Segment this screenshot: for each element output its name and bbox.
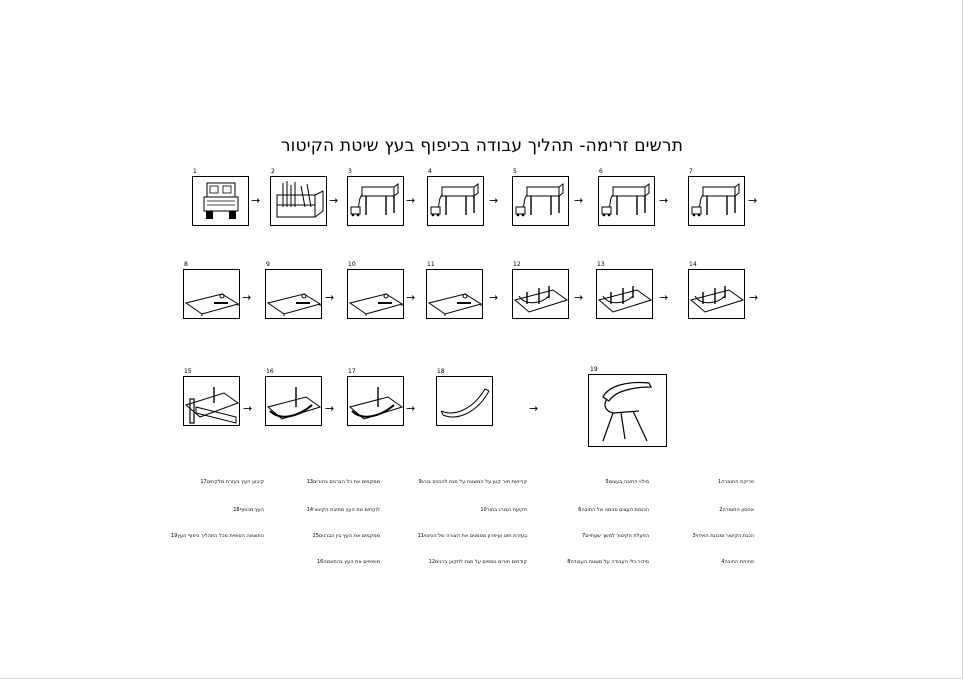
legend-text: הכנת הקיטור ומכונת האידוי (695, 533, 754, 539)
legend-text: מילוי התיבה בעצים (608, 479, 649, 485)
step-number: 14 (689, 261, 697, 268)
legend-number: 10 (480, 507, 487, 513)
step-19 (588, 374, 667, 447)
legend-item-17 (194, 479, 264, 485)
legend-number: 5 (605, 479, 609, 485)
legend-number: 13 (306, 479, 314, 485)
step-number: 6 (599, 168, 603, 175)
legend-text: מוסיפים את העץ בהתאמה (323, 559, 380, 565)
step-2 (270, 176, 327, 226)
legend-item-4 (715, 559, 754, 565)
step-7 (688, 176, 745, 226)
arrow-right-icon: → (574, 194, 584, 207)
legend-number: 2 (719, 507, 723, 513)
arrow-right-icon: → (659, 194, 669, 207)
legend-number: 15 (312, 533, 319, 539)
legend-item-11 (412, 533, 527, 539)
legend-number: 3 (692, 533, 696, 539)
step-number: 2 (271, 168, 275, 175)
step-number: 16 (266, 368, 274, 375)
step-number: 18 (437, 368, 445, 375)
legend-text: ממקמים את העץ בין הברגים (318, 533, 380, 539)
board-icon (266, 270, 321, 318)
step-number: 17 (348, 368, 356, 375)
curved-wood-icon (266, 377, 321, 425)
arrow-right-icon: → (489, 194, 499, 207)
clamp-icon (184, 377, 239, 425)
step-16 (265, 376, 322, 426)
step-number: 8 (184, 261, 188, 268)
legend-item-13 (301, 479, 380, 485)
arrow-right-icon: → (574, 291, 584, 304)
legend-text: הפעלת הקיטור למשך שעתיים (585, 533, 649, 539)
step-number: 7 (689, 168, 693, 175)
legend-text: פתיחת התיבה (724, 559, 754, 565)
steam-box-icon (513, 177, 568, 225)
board-icon (427, 270, 482, 318)
chair-icon (589, 375, 666, 446)
legend-item-15 (307, 533, 380, 539)
step-11 (426, 269, 483, 319)
legend-text: תקיעת הבורג בחור (486, 507, 527, 513)
arrow-right-icon: → (243, 402, 253, 415)
step-13 (596, 269, 653, 319)
step-1 (192, 176, 249, 226)
legend-number: 9 (418, 479, 422, 485)
legend-item-2 (713, 507, 754, 513)
step-number: 10 (348, 261, 356, 268)
legend-item-10 (474, 507, 527, 513)
legend-item-16 (311, 559, 380, 565)
step-9 (265, 269, 322, 319)
page-title: תרשים זרימה- תהליך עבודה בכיפוף בעץ שיטת הקיטור (280, 136, 684, 156)
legend-number: 16 (317, 559, 324, 565)
steam-box-icon (689, 177, 744, 225)
step-number: 4 (428, 168, 432, 175)
legend-number: 8 (567, 559, 571, 565)
legend-text: פריקת החומרה (721, 479, 754, 485)
step-number: 19 (590, 366, 598, 373)
legend-item-8 (561, 559, 649, 565)
step-10 (347, 269, 404, 319)
legend-number: 1 (717, 479, 722, 485)
bending-form-icon (597, 270, 652, 318)
legend-text: העץ מכופף (239, 507, 264, 513)
step-8 (183, 269, 240, 319)
legend-item-7 (576, 533, 649, 539)
legend-text: לוקחים את העץ מתיבת הקיטור (313, 507, 380, 513)
curved-wood-icon (348, 377, 403, 425)
arrow-right-icon: → (406, 194, 416, 207)
legend-item-3 (686, 533, 754, 539)
legend-number: 11 (417, 533, 424, 539)
step-6 (598, 176, 655, 226)
board-icon (184, 270, 239, 318)
legend-item-6 (572, 507, 649, 513)
step-number: 15 (184, 368, 192, 375)
step-14 (688, 269, 745, 319)
arrow-right-icon: → (748, 194, 758, 207)
arrow-right-icon: → (329, 194, 339, 207)
steam-box-icon (599, 177, 654, 225)
step-number: 3 (348, 168, 352, 175)
step-number: 1 (193, 168, 197, 175)
arrow-right-icon: → (489, 291, 499, 304)
step-15 (183, 376, 240, 426)
legend-item-12 (423, 559, 527, 565)
legend-number: 12 (428, 559, 436, 565)
legend-number: 4 (721, 559, 725, 565)
legend-text: קיבוע העץ בעזרת מלקחים (206, 479, 264, 485)
step-12 (512, 269, 569, 319)
legend-number: 17 (200, 479, 207, 485)
steam-box-icon (428, 177, 483, 225)
legend-number: 7 (582, 533, 586, 539)
step-number: 9 (266, 261, 270, 268)
legend-item-19 (165, 533, 264, 539)
bending-form-icon (513, 270, 568, 318)
wood-crate-icon (271, 177, 326, 225)
arrow-right-icon: → (325, 291, 335, 304)
legend-item-14 (301, 507, 380, 513)
curved-wood-icon (437, 377, 492, 425)
legend-item-1 (712, 479, 754, 485)
arrow-right-icon: → (325, 402, 335, 415)
arrow-right-icon: → (749, 291, 759, 304)
step-3 (347, 176, 404, 226)
legend-item-5 (600, 479, 649, 485)
step-number: 11 (427, 261, 435, 268)
arrow-right-icon: → (251, 194, 261, 207)
arrow-right-icon: → (406, 402, 416, 415)
step-5 (512, 176, 569, 226)
arrow-right-icon: → (529, 402, 539, 415)
bending-form-icon (689, 270, 744, 318)
legend-number: 19 (170, 533, 178, 539)
arrow-right-icon: → (659, 291, 669, 304)
steam-box-icon (348, 177, 403, 225)
legend-item-9 (412, 479, 527, 485)
step-18 (436, 376, 493, 426)
arrow-right-icon: → (406, 291, 416, 304)
legend-item-18 (227, 507, 264, 513)
legend-number: 6 (578, 507, 582, 513)
step-number: 12 (513, 261, 521, 268)
legend-text: סידור כלי העבודה על משטח העבודה (570, 559, 649, 565)
step-number: 5 (513, 168, 517, 175)
arrow-right-icon: → (242, 291, 252, 304)
legend-text: בעזרת חוט ועיפרון מסמנים את הצורה של הכיסוי (423, 533, 527, 539)
legend-text: אחסון החומרה (722, 507, 754, 513)
truck-icon (193, 177, 248, 225)
legend-text: קודחים חורים נוספים על מנת לתקוע ברגים (435, 559, 527, 565)
step-4 (427, 176, 484, 226)
step-17 (347, 376, 404, 426)
board-icon (348, 270, 403, 318)
legend-number: 14 (306, 507, 314, 513)
legend-text: קריחות חור קטן על המשטח על מנת להכניס בורג (421, 479, 527, 485)
legend-text: התוצאה הסופית מכל התהליך כיפוף העץ (177, 533, 264, 539)
legend-number: 18 (233, 507, 240, 513)
legend-text: ממקמים את כל הברגים בחורים (313, 479, 380, 485)
step-number: 13 (597, 261, 605, 268)
legend-text: הכנסת העצים פנימה אל התיבה (581, 507, 649, 513)
